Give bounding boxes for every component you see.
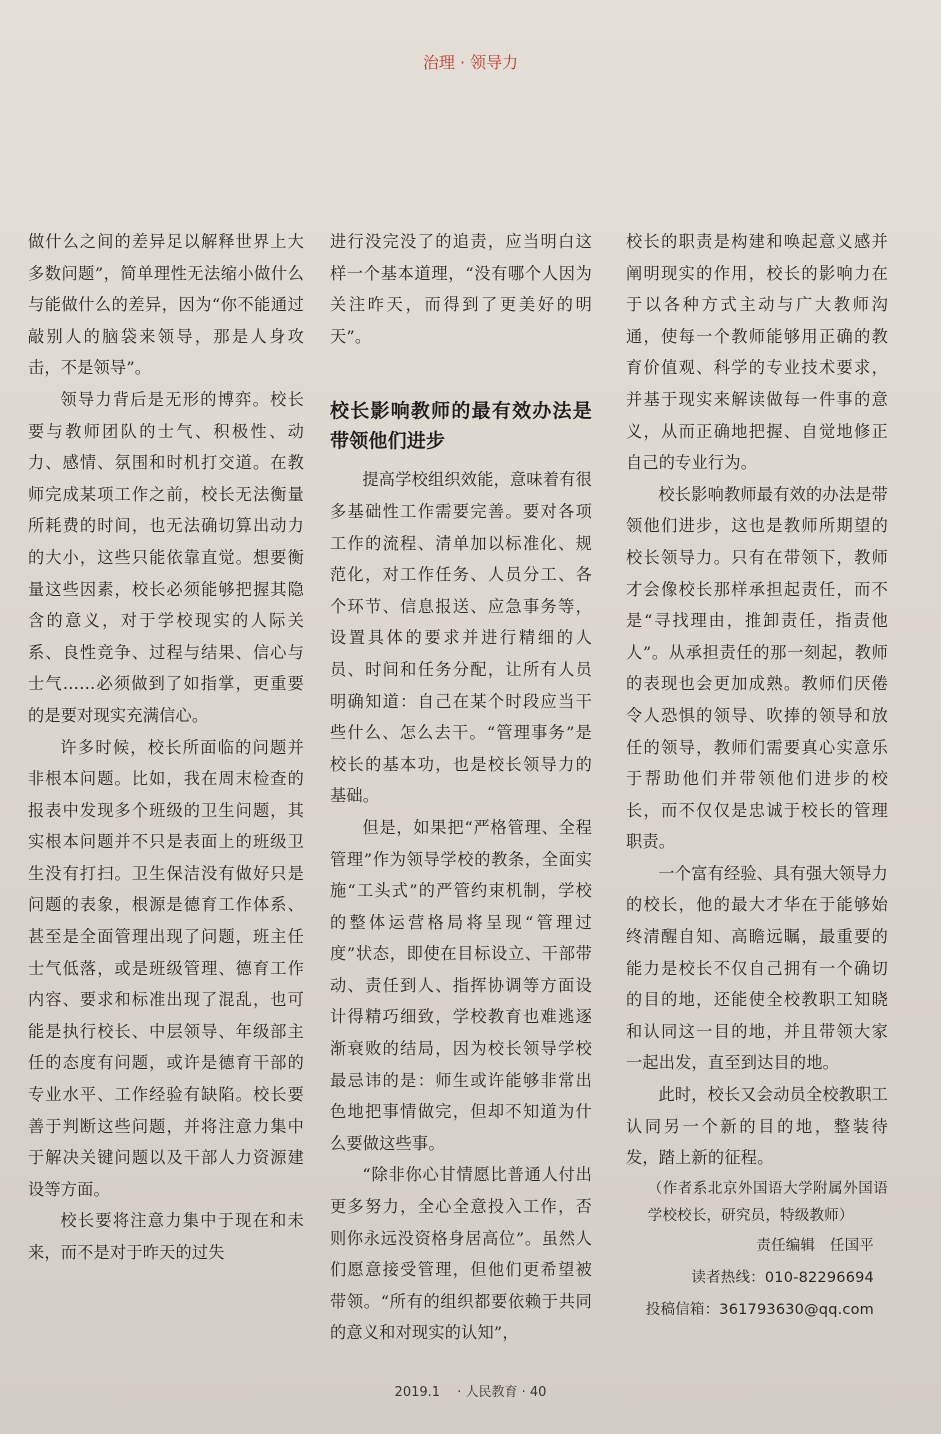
paragraph: 但是，如果把“严格管理、全程管理”作为领导学校的教条，全面实施“工头式”的严管约束机制，学校的整体运营格局将呈现“管理过度”状态，即使在目标设立、干部带动、责任到人、指挥协调等方面设计得精巧细致，学校教育也难逃逐渐衰败的结局，因为校长领导学校最忌讳的是：师生或许能够非常出色地把事情做完，但却不知道为什么要做这些事。 — [330, 817, 592, 1153]
reader-hotline: 读者热线：010-82296694 — [691, 1269, 874, 1286]
submission-email: 投稿信箱：361793630@qq.com — [645, 1301, 874, 1318]
paragraph: 提高学校组织效能，意味着有很多基础性工作需要完善。要对各项工作的流程、清单加以标准化、规范化，对工作任务、人员分工、各个环节、信息报送、应急事务等，设置具体的要求并进行精细的人员、时间和任务分配，让所有人员明确知道：自己在某个时段应当干些什么、怎么去干。“管理事务”是校长的基本功，也是校长领导力的基础。 — [330, 470, 592, 806]
author-note: （作者系北京外国语大学附属外国语学校校长，研究员，特级教师） — [647, 1180, 888, 1224]
paragraph: 一个富有经验、具有强大领导力的校长，他的最大才华在于能够始终清醒自知、高瞻远瞩，最重要的能力是校长不仅自己拥有一个确切的目的地，还能使全校教职工知晓和认同这一目的地，并且带领大家一起出发，直至到达目的地。 — [626, 863, 888, 1073]
paragraph: 此时，校长又会动员全校教职工认同另一个新的目的地，整装待发，踏上新的征程。 — [626, 1085, 888, 1168]
column-2 — [330, 226, 592, 1349]
paragraph: 校长影响教师最有效的办法是带领他们进步，这也是教师所期望的校长领导力。只有在带领下，教师才会像校长那样承担起责任，而不是“寻找理由，推卸责任，指责他人”。从承担责任的那一刻起，教师的表现也会更加成熟。教师们厌倦令人恐惧的领导、吹捧的领导和放任的领导，教师们需要真心实意乐于帮助他们并带领他们进步的校长，而不仅仅是忠诚于校长的管理职责。 — [626, 484, 888, 852]
section-header: 治理 · 领导力 — [422, 53, 519, 72]
section-subheading: 校长影响教师的最有效办法是带领他们进步 — [330, 400, 592, 453]
paragraph: 许多时候，校长所面临的问题并非根本问题。比如，我在周末检查的报表中发现多个班级的卫生问题，其实根本问题并不只是表面上的班级卫生没有打扫。卫生保洁没有做好只是问题的表象，根源是德育工作体系、甚至是全面管理出现了问题，班主任士气低落，或是班级管理、德育工作内容、要求和标准出现了混乱，也可能是执行校长、中层领导、年级部主任的态度有问题，或许是德育干部的专业水平、工作经验有缺陷。校长要善于判断这些问题，并将注意力集中于解决关键问题以及干部人力资源建设等方面。 — [28, 737, 304, 1199]
paragraph: 做什么之间的差异足以解释世界上大多数问题”，简单理性无法缩小做什么与能做什么的差异，因为“你不能通过敲别人的脑袋来领导，那是人身攻击，不是领导”。 — [28, 232, 304, 378]
page-number: 40 — [529, 1385, 547, 1400]
column-1 — [28, 226, 304, 1269]
page-footer: 2019.1 · 人民教育 · 40 — [394, 1385, 547, 1400]
paragraph: 校长的职责是构建和唤起意义感并阐明现实的作用，校长的影响力在于以各种方式主动与广大教师沟通，使每一个教师能够用正确的教育价值观、科学的专业技术要求，并基于现实来解读做每一件事的意义，从而正确地把握、自觉地修正自己的专业行为。 — [626, 232, 888, 473]
paragraph: 校长要将注意力集中于现在和未来，而不是对于昨天的过失 — [28, 1211, 304, 1262]
issue-number: 2019.1 — [394, 1385, 441, 1400]
paragraph: 领导力背后是无形的博弈。校长要与教师团队的士气、积极性、动力、感情、氛围和时机打交道。在教师完成某项工作之前，校长无法衡量所耗费的时间，也无法确切算出动力的大小，这些只能依靠直觉。想要衡量这些因素，校长必须能够把握其隐含的意义，对于学校现实的人际关系、良性竞争、过程与结果、信心与士气……必须做到了如指掌，更重要的是要对现实充满信心。 — [28, 389, 304, 725]
editor-credit: 责任编辑 任国平 — [756, 1237, 874, 1254]
paragraph: 进行没完没了的追责，应当明白这样一个基本道理，“没有哪个人因为关注昨天，而得到了更美好的明天”。 — [330, 232, 592, 346]
column-3 — [626, 226, 888, 1326]
journal-name: 人民教育 — [465, 1385, 518, 1400]
paragraph: “除非你心甘情愿比普通人付出更多努力，全心全意投入工作，否则你永远没资格身居高位”。虽然人们愿意接受管理，但他们更希望被带领。“所有的组织都要依赖于共同的意义和对现实的认知”， — [330, 1165, 592, 1343]
